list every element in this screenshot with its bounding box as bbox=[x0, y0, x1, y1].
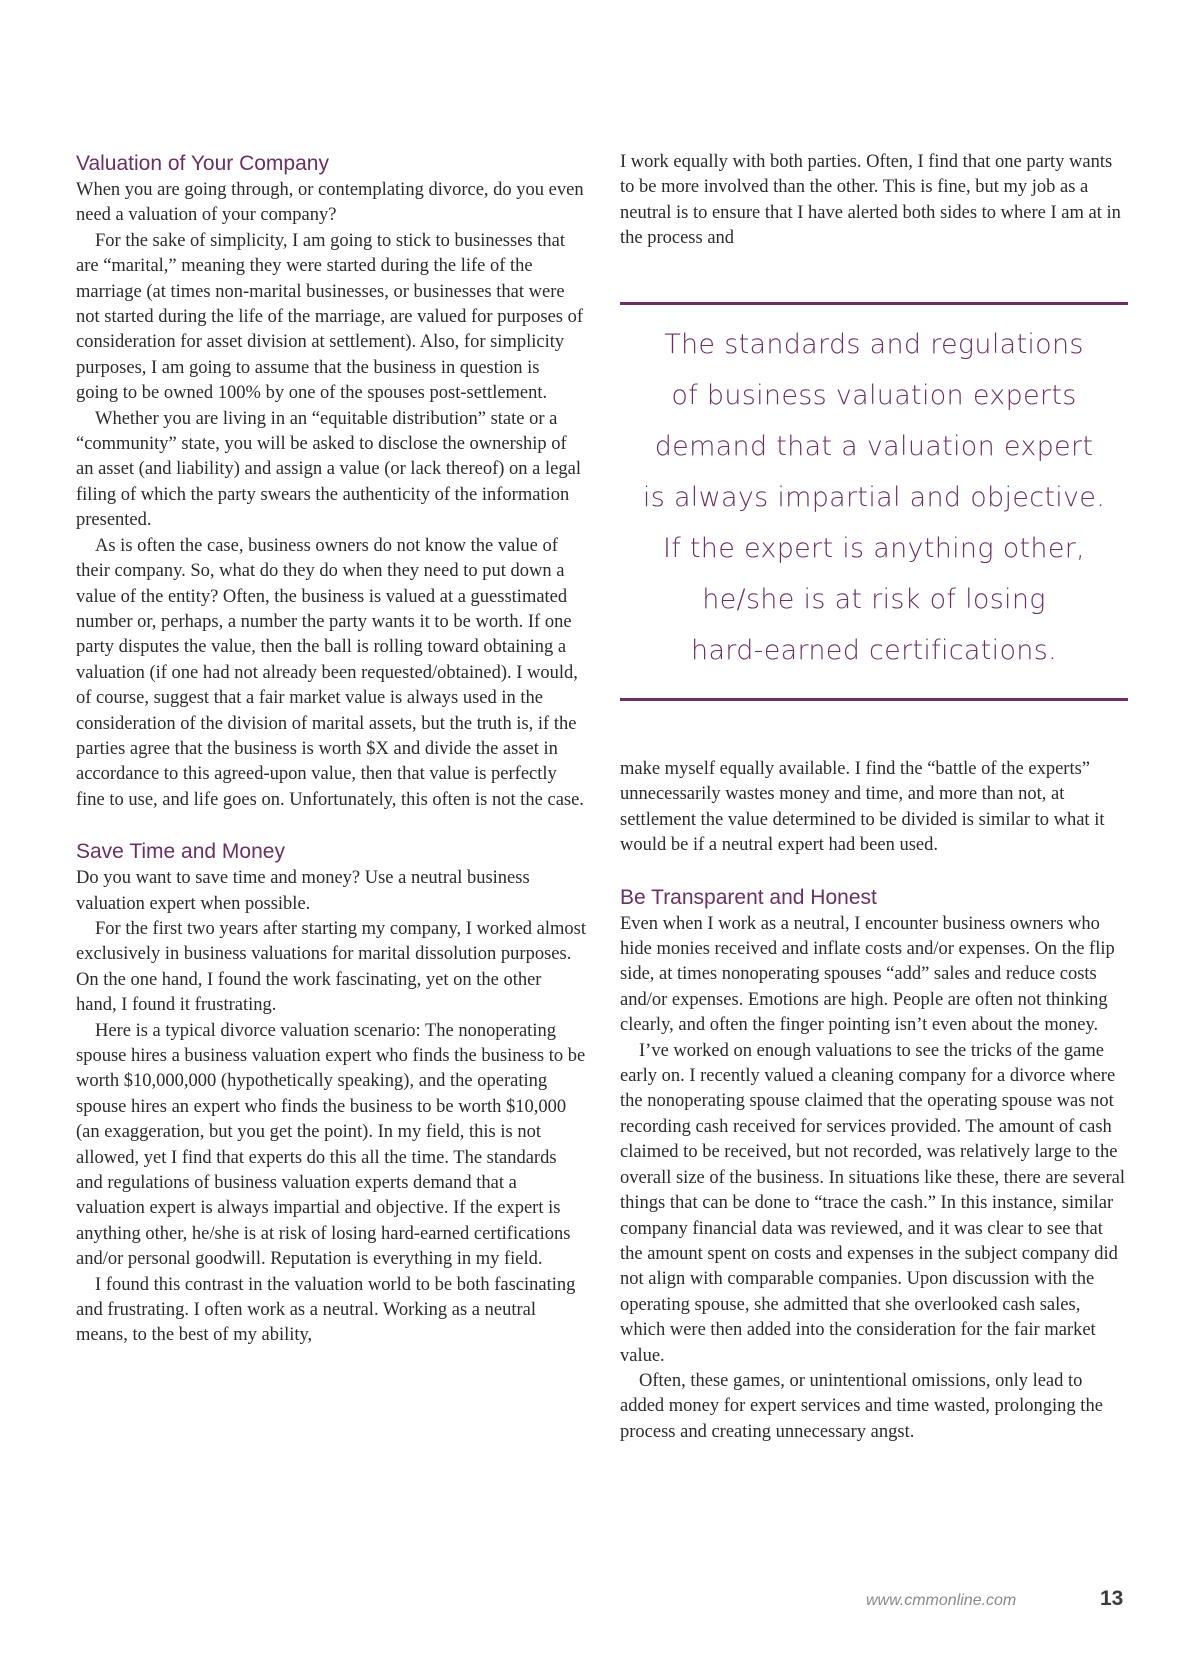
paragraph: As is often the case, business owners do not know the value of their company. So, what do they do when they need to put down a value of the entity? Often, the business is valued at a guesstimated number or, perhaps, a number the party wants it to be worth. If one party disputes the value, then the ball is rolling toward obtaining a valuation (if one had not already been requested/obtained). I would, of course, suggest that a fair market value is always used in the consideration of the division of marital assets, but the truth is, if the parties agree that the business is worth $X and divide the asset in accordance to this agreed-upon value, then that value is perfectly fine to use, and life goes on. Unfortunately, this often is not the case. bbox=[76, 535, 584, 810]
paragraph: Whether you are living in an “equitable distribution” state or a “community” state, you will be asked to disclose the ownership of an asset (and liability) and assign a value (or lack thereof) on a legal filing of which the party swears the authenticity of the information presented. bbox=[76, 408, 581, 531]
paragraph: I found this contrast in the valuation world to be both fascinating and frustrating. I often work as a neutral. Working as a neutral means, to the best of my ability, bbox=[76, 1274, 576, 1346]
pull-quote-line: is always impartial and objective. bbox=[642, 482, 1106, 513]
paragraph: Often, these games, or unintentional omissions, only lead to added money for expert services and time wasted, prolonging the process and creating unnecessary angst. bbox=[620, 1370, 1103, 1442]
paragraph: I work equally with both parties. Often, I find that one party wants to be more involved than the other. This is fine, but my job as a neutral is to ensure that I have alerted both sides to where I am at in the process and bbox=[620, 152, 1121, 249]
section-heading-valuation: Valuation of Your Company bbox=[76, 152, 329, 175]
pull-quote-line: If the expert is anything other, bbox=[662, 533, 1086, 564]
paragraph: Even when I work as a neutral, I encounter business owners who hide monies received and inflate costs and/or expenses. On the flip side, at times nonoperating spouses “add” sales and reduce costs and/or expenses. Emotions are high. People are often not thinking clearly, and often the finger pointing isn’t even about the money. bbox=[620, 913, 1115, 1036]
section-heading-transparent: Be Transparent and Honest bbox=[620, 885, 877, 909]
pull-quote-line: hard-earned certifications. bbox=[691, 635, 1057, 666]
left-column bbox=[76, 150, 586, 1349]
right-column-bottom bbox=[620, 757, 1130, 1445]
pull-quote-line: The standards and regulations bbox=[664, 329, 1084, 360]
footer-url: www.cmmonline.com bbox=[866, 1592, 1017, 1609]
pull-quote-line: demand that a valuation expert bbox=[654, 431, 1094, 462]
page-number: 13 bbox=[1100, 1587, 1124, 1610]
paragraph: Do you want to save time and money? Use a neutral business valuation expert when possible. bbox=[76, 868, 530, 914]
pull-quote bbox=[620, 302, 1128, 701]
pull-quote-line: he/she is at risk of losing bbox=[702, 584, 1046, 615]
paragraph: make myself equally available. I find the “battle of the experts” unnecessarily wastes money and time, and more than not, at settlement the value determined to be divided is similar to what it would be if a neutral expert had been used. bbox=[620, 759, 1105, 856]
paragraph: When you are going through, or contemplating divorce, do you even need a valuation of your company? bbox=[76, 180, 584, 226]
section-heading-save-time: Save Time and Money bbox=[76, 840, 285, 864]
paragraph: For the sake of simplicity, I am going to stick to businesses that are “marital,” meaning they were started during the life of the marriage (at times non-marital businesses, or businesses that were not started during the life of the marriage, are valued for purposes of consideration for asset division at settlement). Also, for simplicity purposes, I am going to assume that the business in question is going to be owned 100% by one of the spouses post-settlement. bbox=[76, 230, 584, 404]
pull-quote-line: of business valuation experts bbox=[671, 380, 1077, 411]
paragraph: I’ve worked on enough valuations to see the tricks of the game early on. I recently valued a cleaning company for a divorce where the nonoperating spouse claimed that the operating spouse was not recording cash received for services provided. The amount of cash claimed to be received, but not recorded, was relatively large to the overall size of the business. In situations like these, there are several things that can be done to “trace the cash.” In this instance, similar company financial data was reviewed, and it was clear to see that the amount spent on costs and expenses in the subject company did not align with comparable companies. Upon discussion with the operating spouse, she admitted that she overlooked cash sales, which were then added into the consideration for the fair market value. bbox=[620, 1040, 1125, 1366]
right-column-top bbox=[620, 150, 1130, 252]
paragraph: Here is a typical divorce valuation scenario: The nonoperating spouse hires a business valuation expert who finds the business to be worth $10,000,000 (hypothetically speaking), and the operating spouse hires an expert who finds the business to be worth $10,000 (an exaggeration, but you get the point). In my field, this is not allowed, yet I find that experts do this all the time. The standards and regulations of business valuation experts demand that a valuation expert is always impartial and objective. If the expert is anything other, he/she is at risk of losing hard-earned certifications and/or personal goodwill. Reputation is everything in my field. bbox=[76, 1020, 586, 1270]
paragraph: For the first two years after starting my company, I worked almost exclusively in business valuations for marital dissolution purposes. On the one hand, I found the work fascinating, yet on the other hand, I found it frustrating. bbox=[76, 918, 586, 1016]
